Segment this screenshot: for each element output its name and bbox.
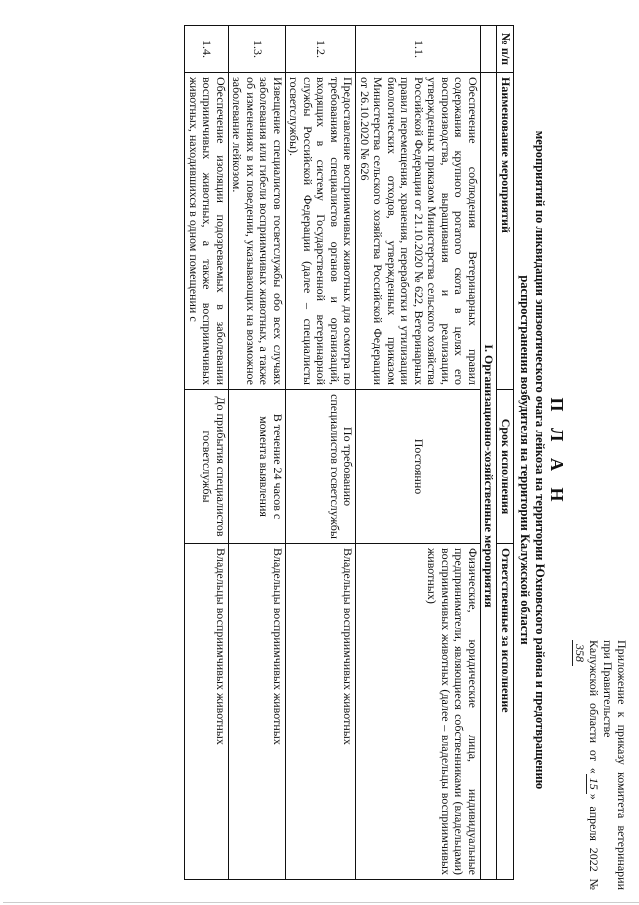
row-responsible: Владельцы восприимчивых животных — [286, 544, 357, 880]
table-header-row — [497, 26, 514, 880]
row-term: В течение 24 часов с момента выявления — [229, 390, 286, 544]
row-responsible: Физические, юридические лица, индивидуальные предприниматели, являющиеся собственниками (владельцами) восприимчивых животных (далее – владельцы восприимчивых животных) — [356, 544, 481, 880]
document-subtitle — [517, 60, 547, 860]
section-title: I. Организационно-хозяйственные мероприятия — [481, 73, 498, 880]
row-number: 1.4. — [185, 26, 229, 73]
header-term: Срок исполнения — [497, 390, 514, 544]
appendix-note — [573, 640, 629, 890]
table-row — [229, 26, 286, 880]
subtitle-line-2: распространения возбудителя на территории Калужской области — [518, 275, 532, 645]
row-name: Обеспечение соблюдения Ветеринарных правил содержания крупного рогатого скота в целях его воспроизводства, выращивания и реализации, утвержденных приказом Министерства сельского хозяйства Российской Федерации от 21.10.2020 № 622, Ветеринарных правил перемещения, хранения, переработки и утилизации биологических отходов, утвержденных приказом Министерства сельского хозяйства Российской Федерации от 26.10.2020 № 626 — [356, 73, 481, 390]
appendix-date-prefix: Калужской области от « — [587, 640, 601, 774]
table-row — [185, 26, 229, 880]
subtitle-line-1: мероприятий по ликвидации эпизоотического очага лейкоза на территории Юхновского района и предотвращению — [533, 130, 547, 790]
document-title: П Л А Н — [547, 397, 567, 508]
row-term: До прибытия специалистов госветслужбы — [185, 390, 229, 544]
row-number: 1.1. — [356, 26, 481, 73]
appendix-line-1: Приложение к приказу комитета ветеринарии при Правительстве — [601, 640, 629, 890]
table-row — [286, 26, 357, 880]
row-term: Постоянно — [356, 390, 481, 544]
row-number: 1.3. — [229, 26, 286, 73]
row-term: По требованию специалистов госветслужбы — [286, 390, 357, 544]
plan-table — [185, 25, 515, 880]
section-num-cell — [481, 26, 498, 73]
row-responsible: Владельцы восприимчивых животных — [185, 544, 229, 880]
row-name: Предоставление восприимчивых животных для осмотра по требованиям специалистов органов и организаций, входящих в систему Государственной ветеринарной службы Российской Федерации (далее – специалисты госветслужбы). — [286, 73, 357, 390]
row-responsible: Владельцы восприимчивых животных — [229, 544, 286, 880]
appendix-number: 358 — [572, 640, 587, 666]
header-name: Наименование мероприятий — [497, 73, 514, 390]
section-row — [481, 26, 498, 880]
row-name: Обеспечение изоляции подозреваемых в заболевании восприимчивых животных, а также восприимчивых животных, находившихся в одном помещении с — [185, 73, 229, 390]
appendix-line-2 — [573, 640, 601, 890]
table-row — [356, 26, 481, 880]
appendix-date-mid: » апреля 2022 № — [587, 793, 601, 890]
row-number: 1.2. — [286, 26, 357, 73]
appendix-day: 15 — [586, 774, 601, 794]
header-responsible: Ответственные за исполнение — [497, 544, 514, 880]
row-name: Извещение специалистов госветслужбы обо всех случаях заболевания или гибели восприимчивых животных, а также об изменениях в их поведении, указывающих на возможное заболевание лейкозом. — [229, 73, 286, 390]
header-number: № п/п — [497, 26, 514, 73]
